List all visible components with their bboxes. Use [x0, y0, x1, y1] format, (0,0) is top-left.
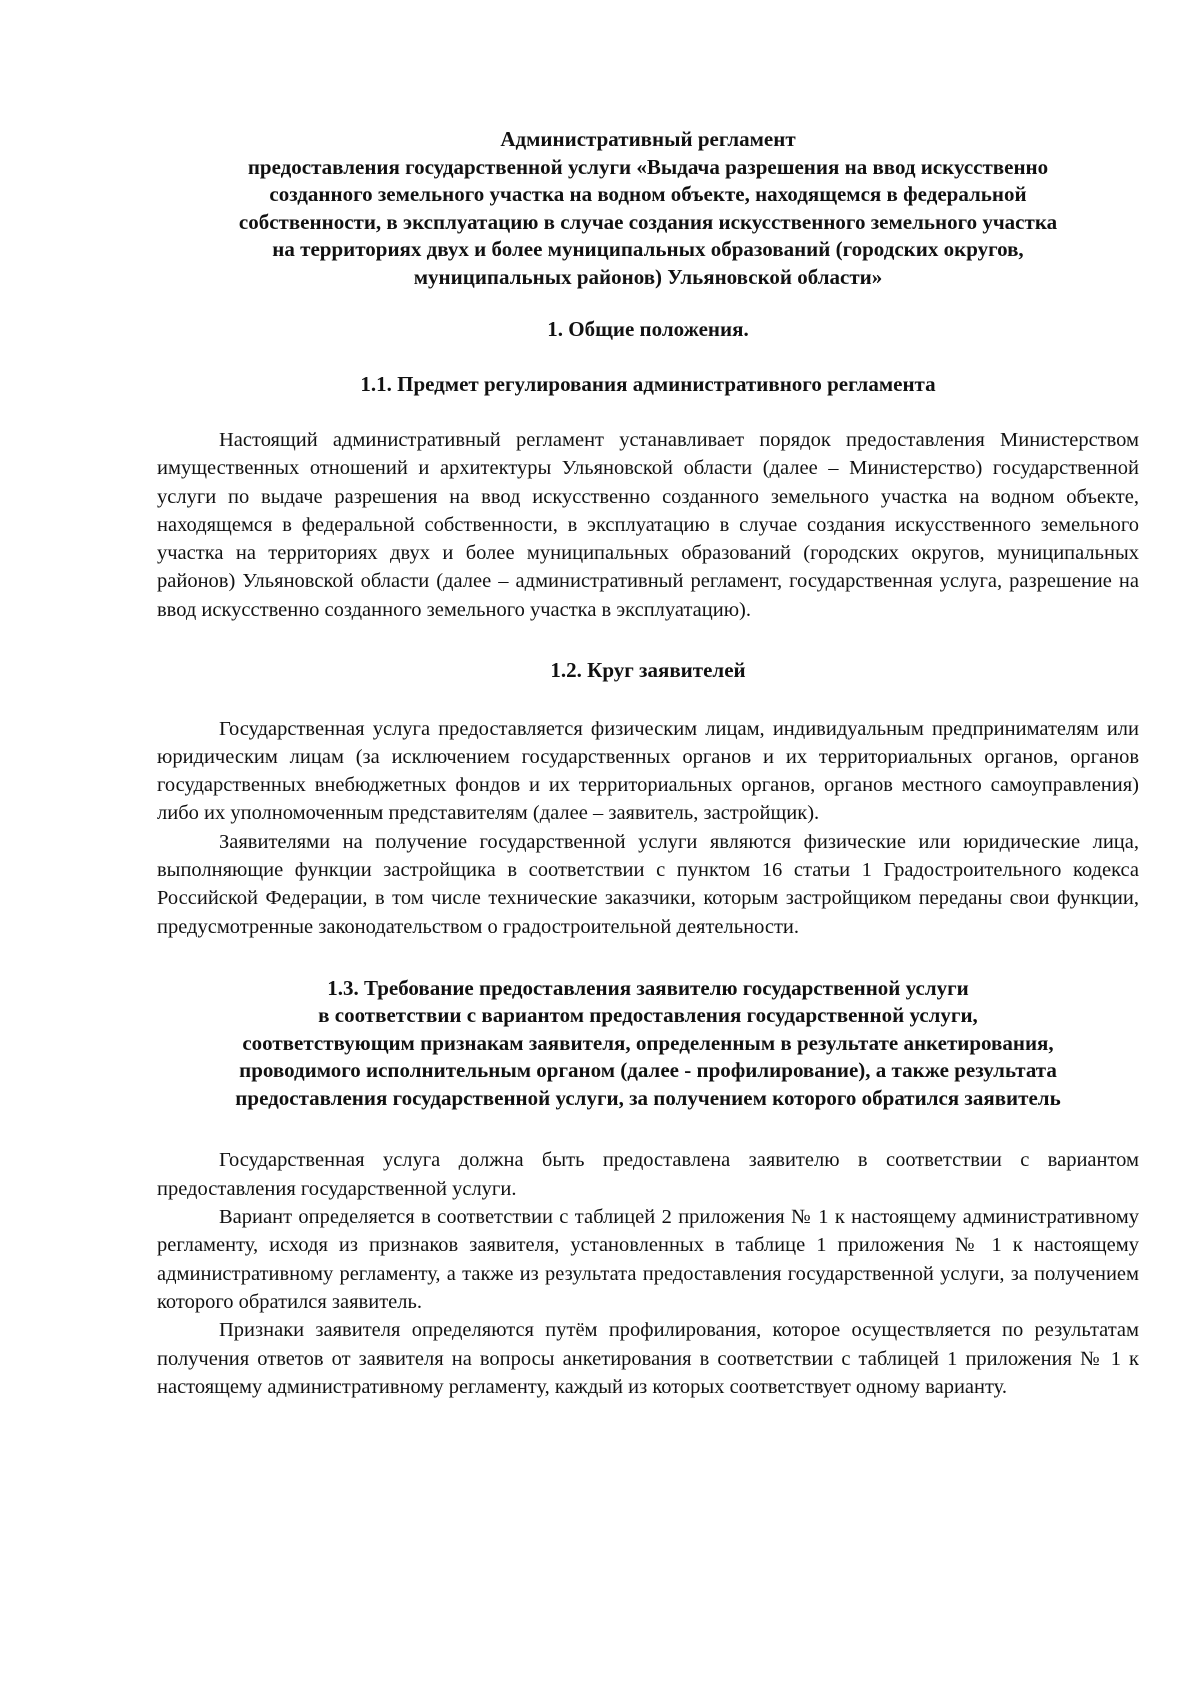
- section-heading-requirement-line-5: предоставления государственной услуги, за получением которого обратился заявитель: [235, 1085, 1061, 1110]
- document-title-line-5: на территориях двух и более муниципальных образований (городских округов,: [272, 237, 1024, 261]
- section-heading-requirement-line-2: в соответствии с вариантом предоставления государственной услуги,: [318, 1003, 978, 1028]
- paragraph-requirement-1: Государственная услуга должна быть предоставлена заявителю в соответствии с вариантом предоставления государственной услуги.: [157, 1149, 1139, 1200]
- paragraph-requirement-3: Признаки заявителя определяются путём профилирования, которое осуществляется по результатам получения ответов от заявителя на вопросы анкетирования в соответствии с таблицей 1 приложения № 1 к настоящему административному регламенту, каждый из которых соответствует одному варианту.: [157, 1319, 1139, 1398]
- section-heading-applicants: 1.2. Круг заявителей: [550, 658, 746, 683]
- section-heading-requirement-line-3: соответствующим признакам заявителя, определенным в результате анкетирования,: [242, 1030, 1054, 1055]
- paragraph-applicants-2: Заявителями на получение государственной услуги являются физические или юридические лица, выполняющие функции застройщика в соответствии с пунктом 16 статьи 1 Градостроительного кодекса Российской Федерации, в том числе технические заказчики, которым застройщиком переданы свои функции, предусмотренные законодательством о градостроительной деятельности.: [157, 830, 1139, 938]
- section-heading-requirement-line-1: 1.3. Требование предоставления заявителю государственной услуги: [327, 975, 969, 1000]
- paragraph-applicants-1: Государственная услуга предоставляется физическим лицам, индивидуальным предпринимателям или юридическим лицам (за исключением государственных органов и их территориальных органов, органов государственных внебюджетных фондов и их территориальных органов, органов местного самоуправления) либо их уполномоченным представителям (далее – заявитель, застройщик).: [157, 717, 1139, 825]
- document-title-line-3: созданного земельного участка на водном объекте, находящемся в федеральной: [269, 182, 1027, 206]
- document-title: [157, 126, 1139, 291]
- document-page: [157, 126, 1139, 1401]
- document-title-line-1: Административный регламент: [500, 127, 796, 151]
- section-heading-subject: 1.1. Предмет регулирования административного регламента: [360, 371, 936, 396]
- paragraph-requirement-2: Вариант определяется в соответствии с таблицей 2 приложения № 1 к настоящему административному регламенту, исходя из признаков заявителя, установленных в таблице 1 приложения № 1 к настоящему административному регламенту, а также из результата предоставления государственной услуги, за получением которого обратился заявитель.: [157, 1206, 1139, 1313]
- document-title-line-4: собственности, в эксплуатацию в случае создания искусственного земельного участка: [238, 209, 1058, 234]
- section-heading-requirement-line-4: проводимого исполнительным органом (далее - профилирование), а также результата: [239, 1058, 1057, 1083]
- document-title-line-6: муниципальных районов) Ульяновской области»: [413, 264, 883, 289]
- paragraph-subject: Настоящий административный регламент устанавливает порядок предоставления Министерством имущественных отношений и архитектуры Ульяновской области (далее – Министерство) государственной услуги по выдаче разрешения на ввод искусственно созданного земельного участка на водном объекте, находящемся в федеральной собственности, в эксплуатацию в случае создания искусственного земельного участка на территориях двух и более муниципальных образований (городских округов, муниципальных районов) Ульяновской области (далее – административный регламент, государственная услуга, разрешение на ввод искусственно созданного земельного участка в эксплуатацию).: [157, 429, 1139, 621]
- section-heading-requirement: [157, 975, 1139, 1113]
- document-title-line-2: предоставления государственной услуги «Выдача разрешения на ввод искусственно: [247, 154, 1049, 179]
- section-heading-general: 1. Общие положения.: [547, 317, 749, 341]
